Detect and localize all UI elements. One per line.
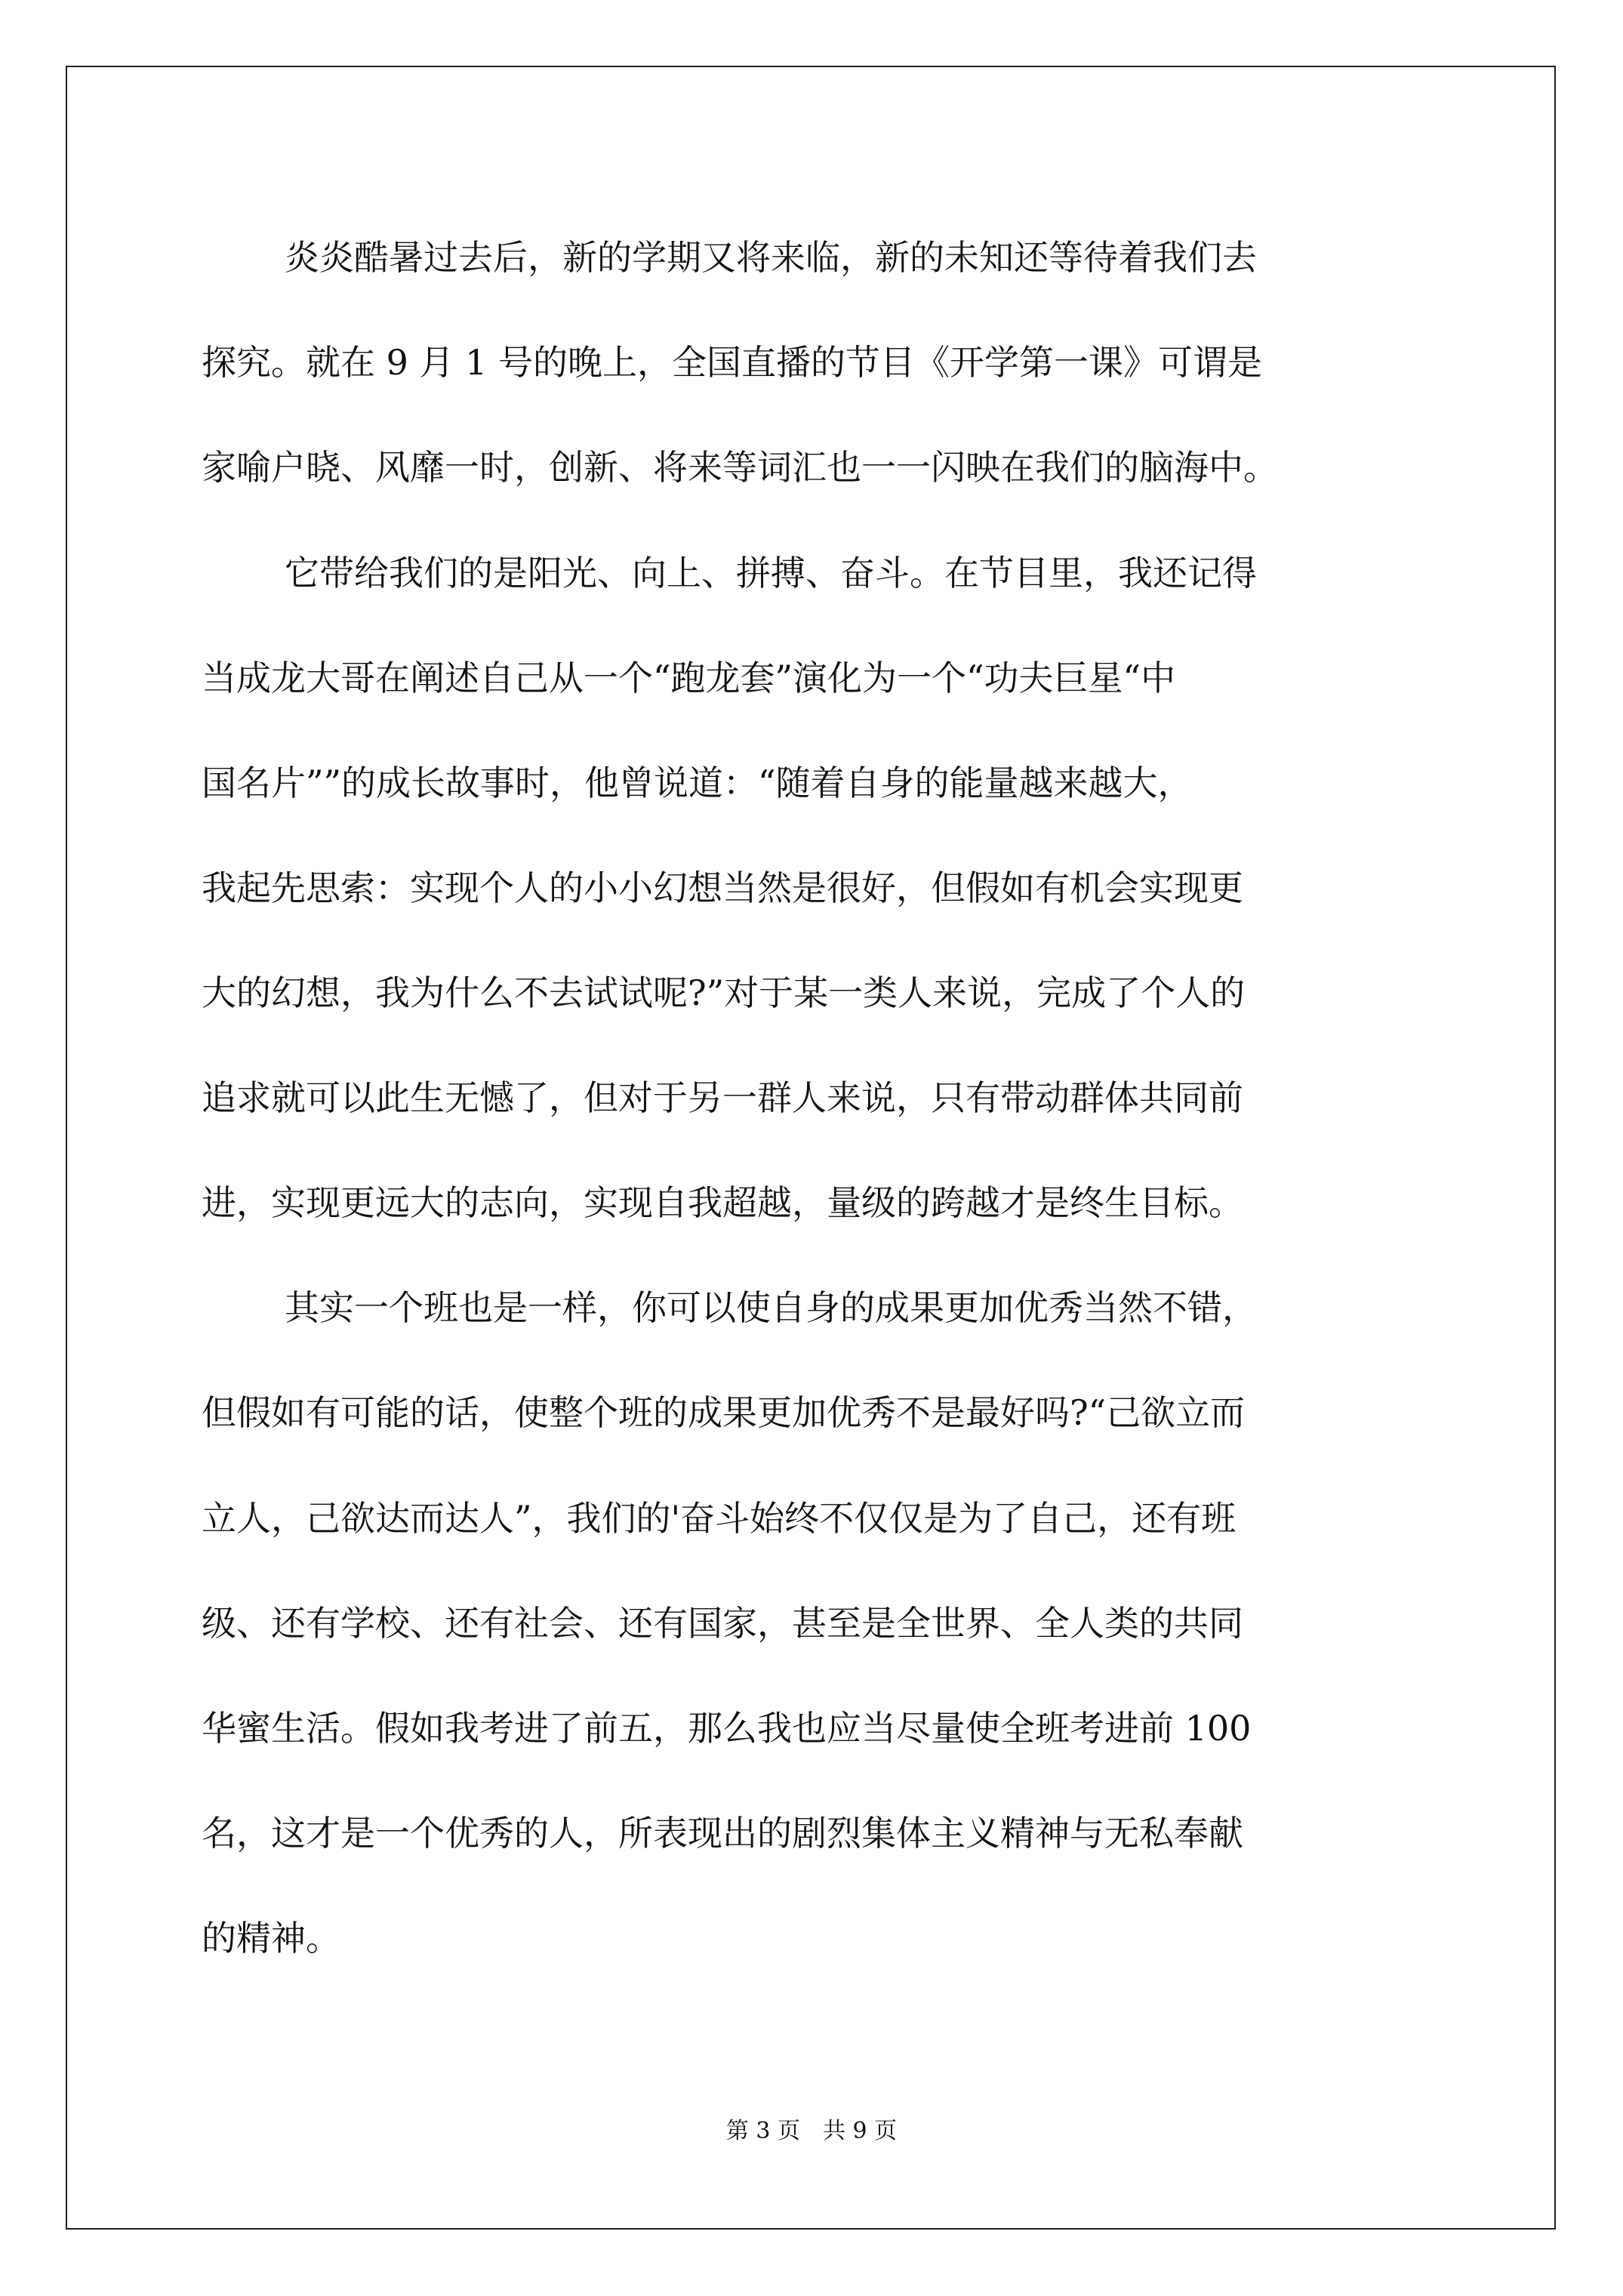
text-line: 炎炎酷暑过去后，新的学期又将来临，新的未知还等待着我们去	[285, 237, 1257, 278]
page-number: 第 3 页 共 9 页	[725, 2118, 898, 2144]
text-line: 国名片””的成长故事时，他曾说道：“随着自身的能量越来越大，	[202, 763, 1193, 803]
text-line: 进，实现更远大的志向，实现自我超越，量级的跨越才是终生目标。	[202, 1182, 1243, 1223]
text-line: 大的幻想，我为什么不去试试呢?”对于某一类人来说，完成了个人的	[202, 972, 1246, 1013]
text-line: 它带给我们的是阳光、向上、拼搏、奋斗。在节目里，我还记得	[285, 553, 1257, 593]
text-line: 立人，己欲达而达人”，我们的'奋斗始终不仅仅是为了自己，还有班	[202, 1498, 1236, 1539]
text-line: 当成龙大哥在阐述自己从一个“跑龙套”演化为一个“功夫巨星“中	[202, 658, 1176, 698]
text-line: 探究。就在 9 月 1 号的晚上，全国直播的节目《开学第一课》可谓是	[202, 342, 1263, 383]
text-line: 追求就可以此生无憾了，但对于另一群人来说，只有带动群体共同前	[202, 1077, 1243, 1118]
text-line: 家喻户晓、风靡一时，创新、将来等词汇也一一闪映在我们的脑海中。	[202, 447, 1278, 488]
text-line: 其实一个班也是一样，你可以使自身的成果更加优秀当然不错，	[285, 1287, 1257, 1328]
text-line: 华蜜生活。假如我考进了前五，那么我也应当尽量使全班考进前 100	[202, 1708, 1252, 1749]
text-line: 的精神。	[202, 1918, 340, 1959]
text-line: 我起先思索：实现个人的小小幻想当然是很好，但假如有机会实现更	[202, 868, 1243, 908]
text-line: 级、还有学校、还有社会、还有国家，甚至是全世界、全人类的共同	[202, 1603, 1243, 1644]
text-line: 名，这才是一个优秀的人，所表现出的剧烈集体主义精神与无私奉献	[202, 1813, 1243, 1854]
text-line: 但假如有可能的话，使整个班的成果更加优秀不是最好吗?“己欲立而	[202, 1392, 1246, 1433]
